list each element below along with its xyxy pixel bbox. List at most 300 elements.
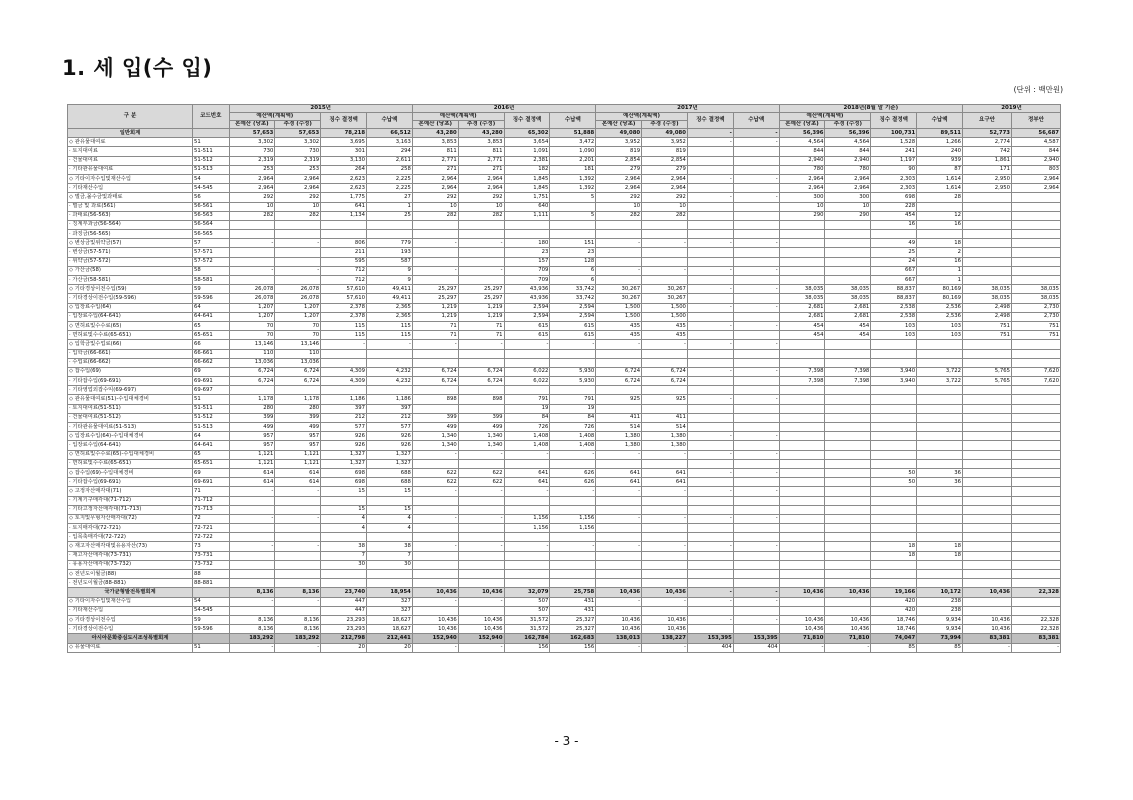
table-row [68, 496, 1061, 505]
row-value: - [458, 514, 504, 523]
row-value: 43,280 [458, 129, 504, 138]
row-label: ◇ 입학금및수업료(66) [68, 340, 193, 349]
row-value: 1,408 [504, 441, 550, 450]
row-value: 2,623 [321, 174, 367, 183]
row-value: 56,396 [825, 129, 871, 138]
row-value [779, 570, 825, 579]
row-value: - [687, 514, 733, 523]
row-value [825, 496, 871, 505]
row-value [642, 570, 688, 579]
row-value [229, 276, 275, 285]
row-value [687, 294, 733, 303]
row-value: 2,854 [642, 156, 688, 165]
row-value [275, 570, 321, 579]
row-value [412, 248, 458, 257]
row-value: 38,035 [963, 285, 1012, 294]
row-value [825, 542, 871, 551]
table-row [68, 367, 1061, 376]
row-value: 290 [779, 211, 825, 220]
row-value [504, 551, 550, 560]
row-label: ◇ 변상금및위약금(57) [68, 239, 193, 248]
row-value [733, 184, 779, 193]
row-value [779, 505, 825, 514]
row-value: 2,681 [779, 312, 825, 321]
row-value: 57,610 [321, 285, 367, 294]
row-value: 16 [871, 220, 917, 229]
row-value: 10 [412, 202, 458, 211]
row-value: 49 [871, 239, 917, 248]
header-2016-settled: 징수 결정액 [504, 113, 550, 129]
row-value: 78,218 [321, 129, 367, 138]
row-value [642, 533, 688, 542]
row-value: 926 [367, 441, 413, 450]
row-value [963, 542, 1012, 551]
row-value [412, 404, 458, 413]
row-value [871, 386, 917, 395]
row-value [687, 156, 733, 165]
table-row [68, 340, 1061, 349]
row-value: 151 [550, 239, 596, 248]
row-label: 일반회계 [68, 129, 193, 138]
header-2018: 2018년(8월 말 기준) [779, 105, 962, 113]
row-value [504, 570, 550, 579]
row-value [1011, 560, 1060, 569]
row-value [871, 459, 917, 468]
header-2019-government: 정부안 [1011, 113, 1060, 129]
row-value [412, 349, 458, 358]
row-value: 23,293 [321, 615, 367, 624]
row-value [733, 570, 779, 579]
unit-note: (단위 : 백만원) [1013, 85, 1063, 94]
row-value: 709 [504, 266, 550, 275]
row-value: 939 [917, 156, 963, 165]
row-value: 2,498 [963, 303, 1012, 312]
row-value: 688 [367, 478, 413, 487]
row-value: 1,340 [412, 432, 458, 441]
row-value: 898 [412, 395, 458, 404]
row-value: 1,327 [367, 459, 413, 468]
header-category: 구 분 [68, 105, 193, 129]
header-2018-supplementary: 추경 (수정) [825, 121, 871, 129]
row-value: 2,964 [642, 174, 688, 183]
row-value: 253 [229, 165, 275, 174]
row-label: · 기타재산수입 [68, 606, 193, 615]
row-value: 1,178 [229, 395, 275, 404]
row-code: 51-512 [193, 156, 229, 165]
row-value [550, 551, 596, 560]
row-code: 56-563 [193, 211, 229, 220]
row-value: 399 [412, 413, 458, 422]
row-value: 7,620 [1011, 367, 1060, 376]
row-value: 730 [275, 147, 321, 156]
row-value: 1,111 [504, 211, 550, 220]
row-value: 100,731 [871, 129, 917, 138]
row-code: 64 [193, 432, 229, 441]
row-value [504, 358, 550, 367]
row-value: 431 [550, 597, 596, 606]
row-value [733, 230, 779, 239]
row-value: 22,328 [1011, 588, 1060, 597]
row-value: 698 [321, 468, 367, 477]
row-value: 2,225 [367, 174, 413, 183]
row-value: 5,930 [550, 377, 596, 386]
row-value [1011, 570, 1060, 579]
row-value [963, 340, 1012, 349]
row-value [596, 220, 642, 229]
row-value: - [733, 266, 779, 275]
row-value: 10,436 [412, 588, 458, 597]
row-value: 258 [367, 165, 413, 174]
row-value [733, 211, 779, 220]
row-value: 71 [458, 321, 504, 330]
row-code: 69-691 [193, 478, 229, 487]
row-value: 1,861 [963, 156, 1012, 165]
row-value [1011, 386, 1060, 395]
row-value [321, 496, 367, 505]
row-value [550, 459, 596, 468]
row-value [412, 533, 458, 542]
row-value: 282 [458, 211, 504, 220]
row-value: 16 [917, 220, 963, 229]
row-value: 7,620 [1011, 377, 1060, 386]
row-value: 4 [321, 524, 367, 533]
row-value [367, 358, 413, 367]
row-value: 622 [458, 478, 504, 487]
header-2015: 2015년 [229, 105, 412, 113]
row-value: 1,219 [458, 303, 504, 312]
row-value [779, 349, 825, 358]
row-value [779, 386, 825, 395]
row-value: - [687, 193, 733, 202]
row-value: 301 [321, 147, 367, 156]
row-label: · 입목축매각대(72-722) [68, 533, 193, 542]
row-label: · 전년도이월금(88-881) [68, 579, 193, 588]
row-value [825, 533, 871, 542]
row-value [642, 606, 688, 615]
row-value: 13,146 [229, 340, 275, 349]
row-value [779, 404, 825, 413]
row-code: 88 [193, 570, 229, 579]
row-value [687, 505, 733, 514]
row-value [1011, 202, 1060, 211]
row-value [779, 432, 825, 441]
row-value: 1,327 [367, 450, 413, 459]
row-value: 279 [596, 165, 642, 174]
row-value: 898 [458, 395, 504, 404]
row-label: · 과징금(56-565) [68, 230, 193, 239]
row-value: 25,297 [412, 285, 458, 294]
row-value [550, 358, 596, 367]
row-value [963, 560, 1012, 569]
row-value: 80,169 [917, 294, 963, 303]
row-value: 2,964 [596, 184, 642, 193]
row-value: 4,232 [367, 367, 413, 376]
row-value: 15 [367, 505, 413, 514]
header-2017-received: 수납액 [733, 113, 779, 129]
row-value: 71 [458, 331, 504, 340]
row-value: 2,538 [871, 312, 917, 321]
row-value: 18 [871, 551, 917, 560]
row-value: 1,500 [642, 312, 688, 321]
header-2015-received: 수납액 [367, 113, 413, 129]
row-value [687, 386, 733, 395]
table-row [68, 615, 1061, 624]
row-value [825, 340, 871, 349]
row-value: 667 [871, 276, 917, 285]
row-value [1011, 239, 1060, 248]
row-value [963, 468, 1012, 477]
row-value [687, 625, 733, 634]
row-code: 66-662 [193, 358, 229, 367]
row-value: 420 [871, 606, 917, 615]
row-label: · 기타관유물대여료 [68, 165, 193, 174]
row-value: 10,436 [963, 625, 1012, 634]
row-value [917, 230, 963, 239]
row-value [642, 551, 688, 560]
row-value [1011, 276, 1060, 285]
row-value: 844 [779, 147, 825, 156]
row-value: 71,810 [779, 634, 825, 643]
row-value [779, 248, 825, 257]
row-value: 38,035 [1011, 285, 1060, 294]
row-value: 5,765 [963, 377, 1012, 386]
header-2018-original: 본예산 (당초) [779, 121, 825, 129]
row-value: 292 [596, 193, 642, 202]
row-value: 253 [275, 165, 321, 174]
row-value: 397 [321, 404, 367, 413]
row-value [779, 239, 825, 248]
row-value: - [687, 239, 733, 248]
row-value [779, 542, 825, 551]
row-value [871, 496, 917, 505]
row-value: 19 [504, 404, 550, 413]
row-code: 71 [193, 487, 229, 496]
row-value [963, 220, 1012, 229]
row-value: 71,810 [825, 634, 871, 643]
row-value: - [733, 367, 779, 376]
row-value: 447 [321, 606, 367, 615]
row-value: - [687, 432, 733, 441]
row-value [733, 220, 779, 229]
table-row [68, 312, 1061, 321]
header-2016-received: 수납액 [550, 113, 596, 129]
row-value: 2,730 [1011, 312, 1060, 321]
row-value: - [321, 340, 367, 349]
row-value [825, 230, 871, 239]
row-value: 23 [550, 248, 596, 257]
row-value: 1,408 [550, 441, 596, 450]
row-value: - [458, 643, 504, 652]
row-value [825, 358, 871, 367]
row-value: 751 [963, 331, 1012, 340]
row-value [550, 220, 596, 229]
row-value: 271 [458, 165, 504, 174]
row-value: 806 [321, 239, 367, 248]
row-value: 3,302 [275, 138, 321, 147]
row-value [458, 358, 504, 367]
row-value: 38,035 [825, 285, 871, 294]
row-value [458, 276, 504, 285]
row-value [504, 505, 550, 514]
row-value: 25,297 [412, 294, 458, 303]
row-value: 87 [917, 165, 963, 174]
table-row [68, 468, 1061, 477]
header-2016-original: 본예산 (당초) [412, 121, 458, 129]
row-value [963, 597, 1012, 606]
row-value: 3,722 [917, 377, 963, 386]
row-value: 8,136 [275, 625, 321, 634]
row-value [1011, 404, 1060, 413]
row-value [963, 551, 1012, 560]
row-value [642, 248, 688, 257]
row-value [458, 404, 504, 413]
row-value [963, 193, 1012, 202]
header-2018-received: 수납액 [917, 113, 963, 129]
row-value: 38,035 [825, 294, 871, 303]
row-value [1011, 533, 1060, 542]
row-value: 26,078 [229, 294, 275, 303]
header-2016-budget: 예산액(계획액) [412, 113, 504, 121]
row-value: 23,740 [321, 588, 367, 597]
row-value [733, 248, 779, 257]
row-value: 615 [550, 321, 596, 330]
row-value: 1,207 [229, 312, 275, 321]
row-code: 54 [193, 174, 229, 183]
row-value: 10,436 [779, 615, 825, 624]
row-value [642, 358, 688, 367]
row-value [825, 413, 871, 422]
row-value: 8,136 [229, 615, 275, 624]
header-2016-supplementary: 추경 (수정) [458, 121, 504, 129]
row-label: · 수업료(66-662) [68, 358, 193, 367]
row-value [458, 220, 504, 229]
row-value: 1,186 [321, 395, 367, 404]
row-value [963, 579, 1012, 588]
row-value [687, 570, 733, 579]
row-value [275, 248, 321, 257]
row-value [687, 423, 733, 432]
row-value: - [733, 303, 779, 312]
row-value [733, 423, 779, 432]
row-value: 641 [321, 202, 367, 211]
row-value: 6,724 [275, 367, 321, 376]
table-row [68, 386, 1061, 395]
row-value: - [733, 340, 779, 349]
row-value [733, 551, 779, 560]
row-value: 6,724 [642, 377, 688, 386]
row-value [229, 220, 275, 229]
row-label: · 징계부과금(56-564) [68, 220, 193, 229]
row-value: 399 [229, 413, 275, 422]
row-value: 1,528 [871, 138, 917, 147]
row-value: 26,078 [275, 285, 321, 294]
row-value: 43,936 [504, 285, 550, 294]
row-value [917, 570, 963, 579]
row-value [642, 276, 688, 285]
row-value: 292 [275, 193, 321, 202]
row-value: 10 [596, 202, 642, 211]
row-value: - [642, 266, 688, 275]
table-header [68, 105, 1061, 129]
row-value: 507 [504, 597, 550, 606]
row-value [1011, 230, 1060, 239]
row-value: 6,724 [642, 367, 688, 376]
row-value: 18,746 [871, 625, 917, 634]
row-value [1011, 514, 1060, 523]
row-label: · 토지매각대(72-721) [68, 524, 193, 533]
row-value: - [596, 597, 642, 606]
row-value [412, 524, 458, 533]
row-value: 431 [550, 606, 596, 615]
row-value: 1,219 [412, 303, 458, 312]
row-value: 280 [229, 404, 275, 413]
row-value: 27 [367, 193, 413, 202]
row-value: 240 [917, 147, 963, 156]
row-label: · 건물대여료 [68, 156, 193, 165]
table-row [68, 505, 1061, 514]
row-value: 294 [367, 147, 413, 156]
row-value [458, 606, 504, 615]
row-value: 844 [1011, 147, 1060, 156]
row-value: 499 [458, 423, 504, 432]
row-value [367, 570, 413, 579]
row-value [687, 459, 733, 468]
header-code: 코드번호 [193, 105, 229, 129]
row-value: 957 [229, 441, 275, 450]
row-value: 162,683 [550, 634, 596, 643]
row-value [1011, 432, 1060, 441]
table-row [68, 285, 1061, 294]
row-value [229, 496, 275, 505]
row-value: 138,227 [642, 634, 688, 643]
row-value [596, 579, 642, 588]
row-value [963, 524, 1012, 533]
row-label: 국가균형발전특별회계 [68, 588, 193, 597]
row-value: 420 [871, 597, 917, 606]
row-value: 13,036 [275, 358, 321, 367]
row-value: 4 [367, 524, 413, 533]
row-value: 1,380 [596, 432, 642, 441]
row-label: · 위약금(57-572) [68, 257, 193, 266]
row-value [1011, 597, 1060, 606]
row-value [458, 459, 504, 468]
row-value [458, 496, 504, 505]
row-code: 51-511 [193, 404, 229, 413]
row-value [733, 386, 779, 395]
row-value: 641 [642, 468, 688, 477]
row-label: · 기타잡수입(69-691) [68, 377, 193, 386]
row-value [687, 202, 733, 211]
row-value: 1,178 [275, 395, 321, 404]
row-value: - [733, 588, 779, 597]
row-label: ◇ 가산금(58) [68, 266, 193, 275]
row-value: - [733, 321, 779, 330]
row-value [733, 478, 779, 487]
row-value: 3,940 [871, 377, 917, 386]
row-value: 70 [229, 321, 275, 330]
table-row [68, 432, 1061, 441]
row-value: 2,730 [1011, 303, 1060, 312]
row-label: ◇ 기타경상이전수입(59) [68, 285, 193, 294]
row-value [504, 220, 550, 229]
row-value: 28 [917, 193, 963, 202]
row-value: 6,724 [412, 367, 458, 376]
row-value: 5 [550, 193, 596, 202]
row-value: 212 [367, 413, 413, 422]
row-value [596, 560, 642, 569]
row-value [733, 441, 779, 450]
row-value: 626 [550, 478, 596, 487]
